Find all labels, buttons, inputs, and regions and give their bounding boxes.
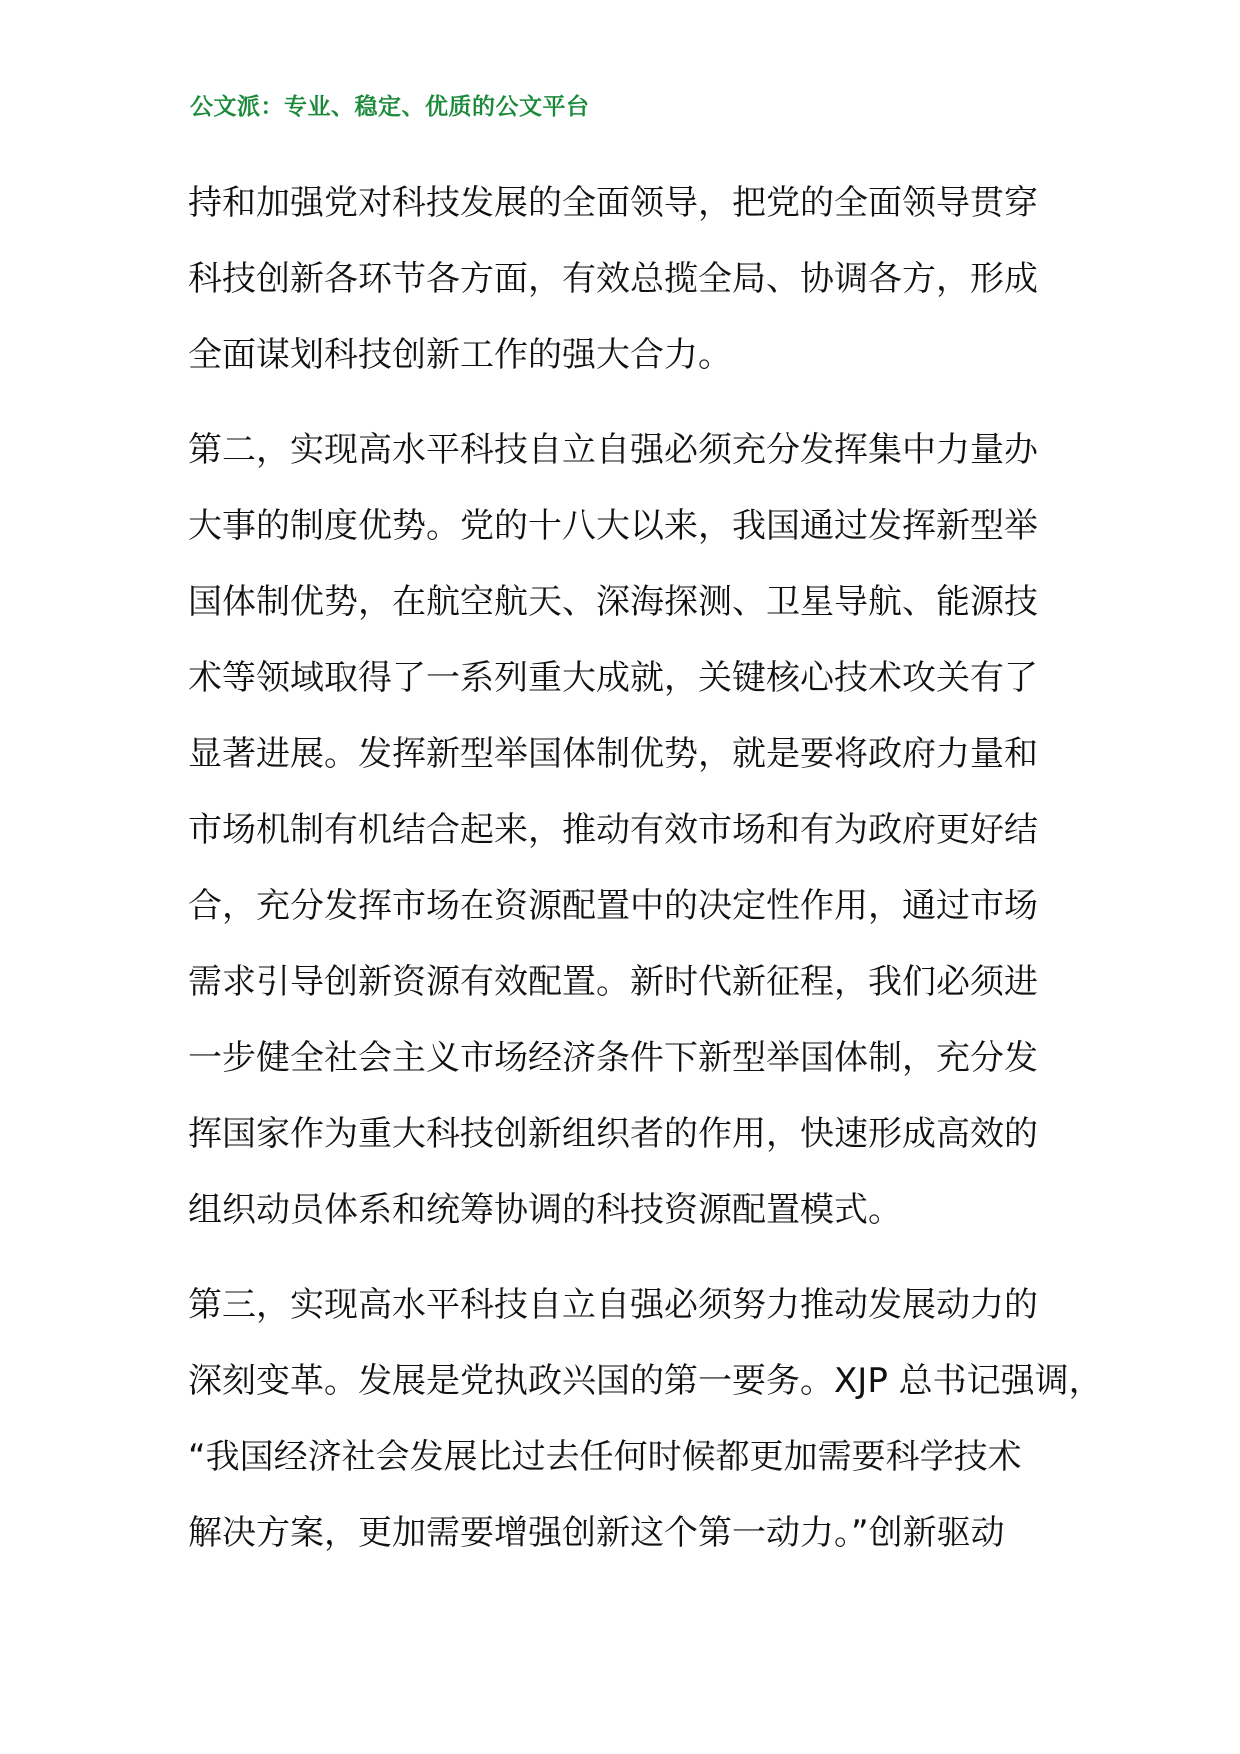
text-line: 深刻变革。发展是党执政兴国的第一要务。XJP 总书记强调， xyxy=(188,1361,1103,1401)
header-title: 公文派：专业、稳定、优质的公文平台 xyxy=(190,94,590,120)
text-line: 组织动员体系和统筹协调的科技资源配置模式。 xyxy=(188,1190,902,1230)
text-line: 全面谋划科技创新工作的强大合力。 xyxy=(188,335,732,375)
text-line: 需求引导创新资源有效配置。新时代新征程，我们必须进 xyxy=(188,962,1038,1002)
text-line: 科技创新各环节各方面，有效总揽全局、协调各方，形成 xyxy=(188,259,1038,299)
text-line: 第三，实现高水平科技自立自强必须努力推动发展动力的 xyxy=(188,1285,1038,1325)
paragraph-3 xyxy=(188,1267,1103,1571)
text-line: 解决方案，更加需要增强创新这个第一动力。”创新驱动 xyxy=(188,1513,1005,1553)
text-line: “我国经济社会发展比过去任何时候都更加需要科学技术 xyxy=(188,1437,1022,1477)
text-line: 术等领域取得了一系列重大成就，关键核心技术攻关有了 xyxy=(188,658,1038,698)
text-line: 市场机制有机结合起来，推动有效市场和有为政府更好结 xyxy=(188,810,1038,850)
text-line: 大事的制度优势。党的十八大以来，我国通过发挥新型举 xyxy=(188,506,1038,546)
paragraph-1 xyxy=(188,165,1058,393)
text-line: 持和加强党对科技发展的全面领导，把党的全面领导贯穿 xyxy=(188,183,1038,223)
paragraph-2 xyxy=(188,412,1058,1248)
text-line: 一步健全社会主义市场经济条件下新型举国体制，充分发 xyxy=(188,1038,1038,1078)
text-line: 显著进展。发挥新型举国体制优势，就是要将政府力量和 xyxy=(188,734,1038,774)
text-line: 合，充分发挥市场在资源配置中的决定性作用，通过市场 xyxy=(188,886,1038,926)
text-line: 挥国家作为重大科技创新组织者的作用，快速形成高效的 xyxy=(188,1114,1038,1154)
text-line: 第二，实现高水平科技自立自强必须充分发挥集中力量办 xyxy=(188,430,1038,470)
document-body xyxy=(188,165,1103,1571)
text-line: 国体制优势，在航空航天、深海探测、卫星导航、能源技 xyxy=(188,582,1038,622)
